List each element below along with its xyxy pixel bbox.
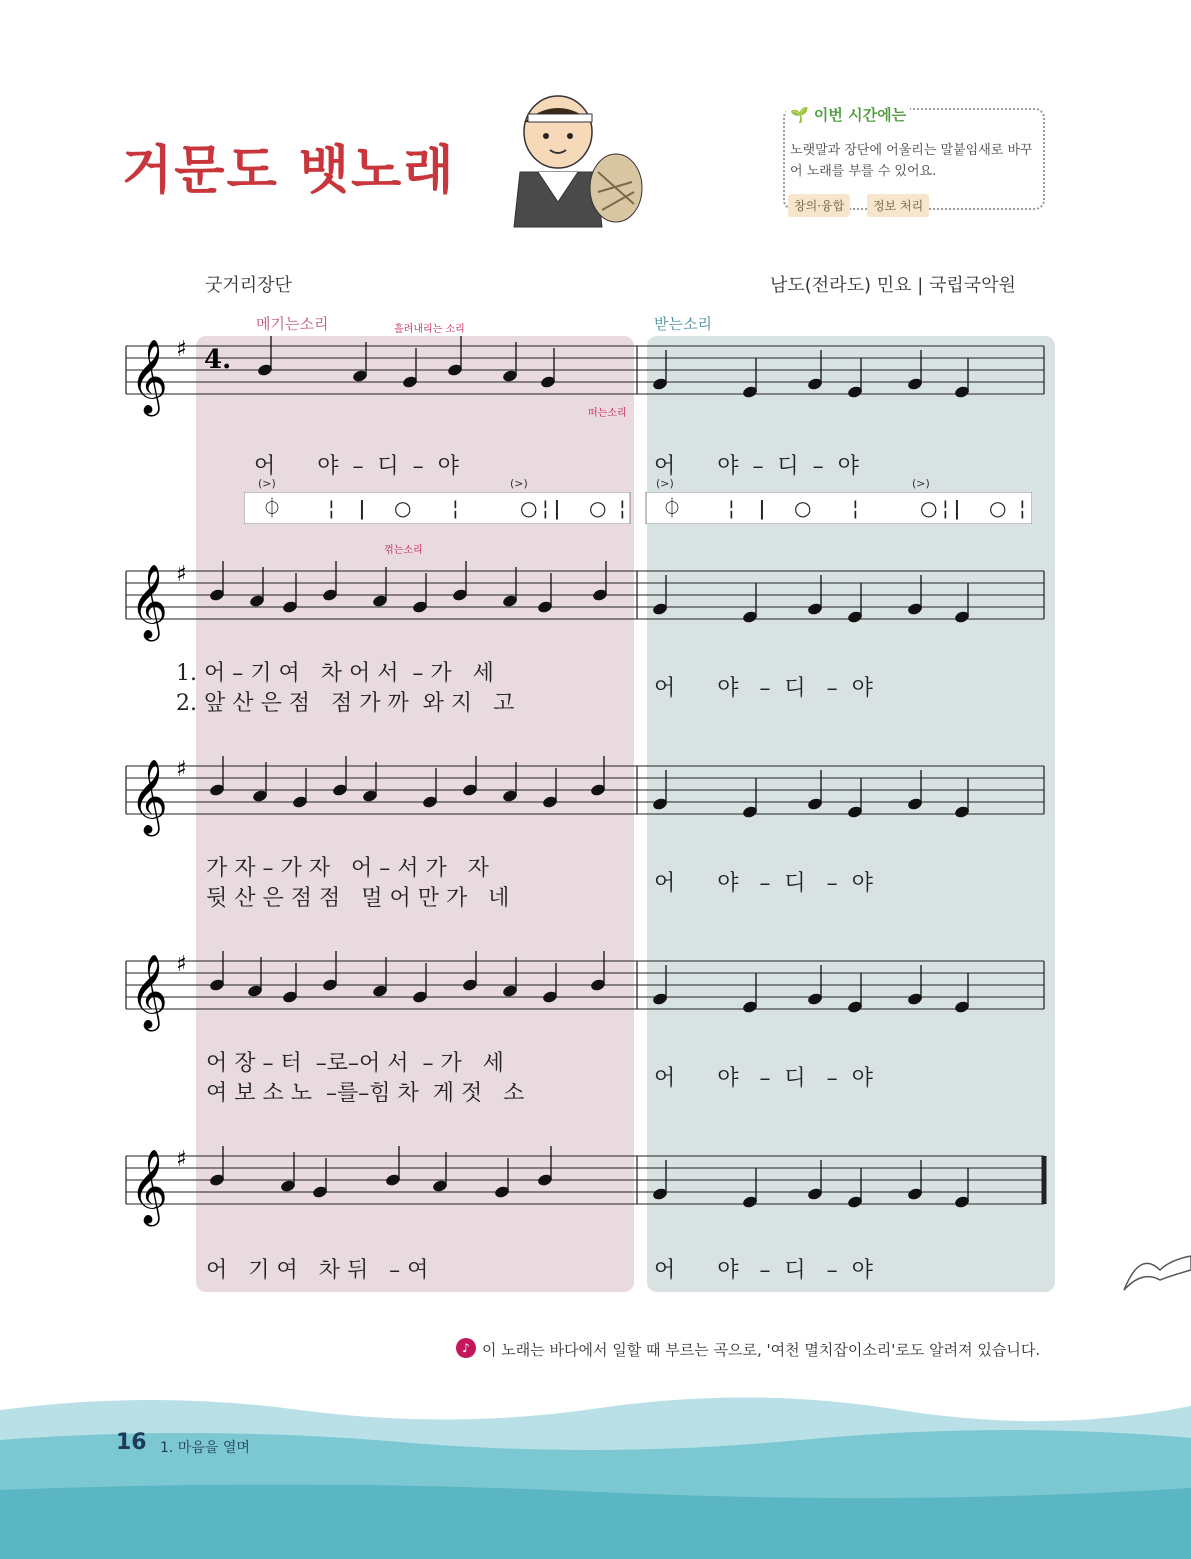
- rhythm-symbol: ¦: [728, 496, 735, 520]
- rhythm-symbol: ǀ: [954, 496, 960, 520]
- rhythm-symbol: ○: [394, 496, 412, 520]
- accent-1: (>): [258, 477, 276, 490]
- lyric-row4-mege1: 어 장 – 터 –로–어 서 – 가 세: [206, 1051, 504, 1076]
- music-note-icon: ♪: [456, 1338, 476, 1358]
- page-number: 16: [116, 1430, 147, 1455]
- page-title: 거문도 뱃노래: [122, 141, 456, 201]
- accent-4: (>): [912, 477, 930, 490]
- accent-2: (>): [510, 477, 528, 490]
- lyric-row1-mege: 어 야 – 디 – 야: [254, 454, 459, 479]
- rhythm-notation: [244, 492, 1032, 524]
- rhythm-symbol: ○: [920, 496, 938, 520]
- rhythm-symbol: ¦: [942, 496, 949, 520]
- key-signature-sharp: ♯: [176, 952, 187, 977]
- rhythm-symbol: ¦: [852, 496, 859, 520]
- lyric-row2-batneun: 어 야 – 디 – 야: [654, 676, 873, 701]
- rhythm-symbol: ¦: [328, 496, 335, 520]
- rhythm-symbol: ǀ: [554, 496, 560, 520]
- rhythm-symbol: ¦: [542, 496, 549, 520]
- tteoneun-annotation: 떠는소리: [588, 408, 627, 419]
- rhythm-symbol: ǀ: [759, 496, 765, 520]
- key-signature-sharp: ♯: [176, 337, 187, 362]
- chapter-label: 1. 마음을 열며: [160, 1440, 250, 1456]
- lyric-row3-batneun: 어 야 – 디 – 야: [654, 871, 873, 896]
- treble-clef: 𝄞: [130, 955, 168, 1029]
- rhythm-symbol: ○: [989, 496, 1007, 520]
- rhythm-symbol: ○: [589, 496, 607, 520]
- key-signature-sharp: ♯: [176, 562, 187, 587]
- kkeokneun-annotation: 꺾는소리: [384, 545, 423, 556]
- rhythm-symbol: ¦: [1019, 496, 1026, 520]
- lyric-row3-mege1: 가 자 – 가 자 어 – 서 가 자: [206, 856, 489, 881]
- sea-background: [0, 1380, 1191, 1559]
- treble-clef: 𝄞: [130, 340, 168, 414]
- rhythm-symbol: ǀ: [359, 496, 365, 520]
- key-signature-sharp: ♯: [176, 1147, 187, 1172]
- accent-3: (>): [656, 477, 674, 490]
- rhythm-symbol: ¦: [452, 496, 459, 520]
- treble-clef: 𝄞: [130, 1150, 168, 1224]
- jangdan-label: 굿거리장단: [205, 275, 292, 296]
- lyric-row4-batneun: 어 야 – 디 – 야: [654, 1066, 873, 1091]
- key-signature-sharp: ♯: [176, 757, 187, 782]
- source-label: 남도(전라도) 민요 | 국립국악원: [770, 275, 1016, 296]
- lyric-row4-mege2: 여 보 소 노 –를–힘 차 게 젓 소: [206, 1081, 525, 1106]
- lyric-row1-batneun: 어 야 – 디 – 야: [654, 454, 859, 479]
- lyric-row3-mege2: 뒷 산 은 점 점 멀 어 만 가 네: [206, 886, 510, 911]
- lyric-row5-mege: 어 기 여 차 뒤 – 여: [206, 1258, 429, 1283]
- treble-clef: 𝄞: [130, 565, 168, 639]
- lyric-row2-mege1: 1. 어 – 기 여 차 어 서 – 가 세: [176, 661, 494, 686]
- tag-info: 정보 처리: [867, 194, 929, 217]
- batneun-label: 받는소리: [654, 315, 712, 333]
- tag-creative: 창의·융합: [788, 194, 850, 217]
- sprout-icon: 🌱: [790, 106, 809, 124]
- time-signature: 4.: [204, 345, 232, 375]
- goal-text: 노랫말과 장단에 어울리는 말붙임새로 바꾸어 노래를 부를 수 있어요.: [790, 143, 1033, 179]
- rhythm-symbol: ¦: [619, 496, 626, 520]
- goal-heading-text: 이번 시간에는: [813, 106, 907, 124]
- rhythm-symbol: ⏀: [662, 496, 682, 520]
- rhythm-symbol: ○: [520, 496, 538, 520]
- treble-clef: 𝄞: [130, 760, 168, 834]
- rhythm-symbol: ⏀: [262, 496, 282, 520]
- heullyeo-annotation: 흘려내리는 소리: [394, 324, 465, 335]
- lyric-row5-batneun: 어 야 – 디 – 야: [654, 1258, 873, 1283]
- seagull-illustration: [1120, 1240, 1191, 1300]
- mege-label: 메기는소리: [256, 315, 329, 333]
- lyric-row2-mege2: 2. 앞 산 은 점 점 가 까 와 지 고: [176, 691, 515, 716]
- footnote: 이 노래는 바다에서 일할 때 부르는 곡으로, '여천 멸치잡이소리'로도 알려져 있습니다.: [482, 1341, 1041, 1359]
- rhythm-symbol: ○: [794, 496, 812, 520]
